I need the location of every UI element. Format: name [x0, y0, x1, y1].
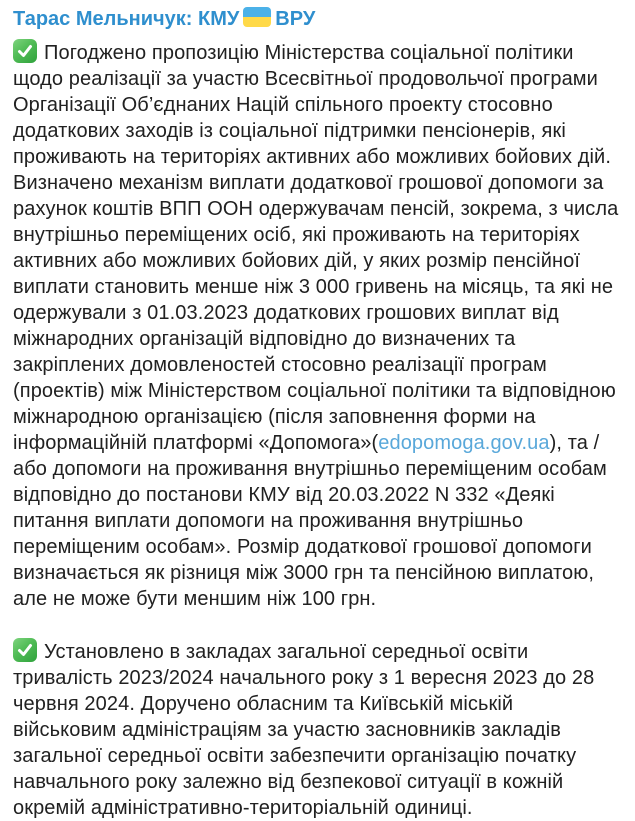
- green-checkmark-icon: [13, 638, 37, 662]
- message-paragraph-1: [13, 39, 621, 612]
- channel-name-suffix: ВРУ: [275, 8, 316, 30]
- channel-header: [13, 7, 621, 32]
- ukraine-flag-icon: [243, 7, 271, 27]
- green-checkmark-icon: [13, 39, 37, 63]
- paragraph-2-text: Установлено в закладах загальної середньої освіти тривалість 2023/2024 начального року з 1 вересня 2023 до 28 червня 2024. Доручено обласним та Київській міській військовим адміністраціям за участю засновників закладів загальної середньої освіти забезпечити організацію початку навчального року залежно від безпекової ситуації в кожній окремій адміністративно-територіальній одиниці.: [13, 641, 595, 819]
- channel-name-text: Тарас Мельничук: КМУ: [13, 8, 240, 30]
- message-paragraph-2: [13, 638, 621, 821]
- paragraph-1-text-before-link: Погоджено пропозицію Міністерства соціальної політики щодо реалізації за участю Всесвітньої продовольчої програми Організації Об’єднаних Націй спільного проекту стосовно додаткових заходів із соціальної підтримки пенсіонерів, які проживають на територіях активних або можливих бойових дій. Визначено механізм виплати додаткової грошової допомоги за рахунок коштів ВПП ООН одержувачам пенсій, зокрема, з числа внутрішньо переміщених осіб, які проживають на територіях активних або можливих бойових дій, у яких розмір пенсійної виплати становить менше ніж 3 000 гривень на місяць, та які не одержували з 01.03.2023 додаткових грошових виплат від міжнародних організацій відповідно до визначених та закріплених домовленостей стосовно реалізації програм (проектів) між Міністерством соціальної політики та відповідною міжнародною організацією (після заповнення форми на інформаційній платформі «Допомога»(: [13, 42, 619, 454]
- paragraph-1-text-after-link: ), та / або допомоги на проживання внутрішньо переміщеним особам відповідно до постанови КМУ від 20.03.2022 N 332 «Деякі питання виплати допомоги на проживання внутрішньо переміщеним особам». Розмір додаткової грошової допомоги визначається як різниця між 3000 грн та пенсійною виплатою, але не може бути меншим ніж 100 грн.: [13, 432, 607, 610]
- channel-name-link[interactable]: [13, 8, 315, 30]
- edopomoga-link[interactable]: edopomoga.gov.ua: [378, 432, 550, 454]
